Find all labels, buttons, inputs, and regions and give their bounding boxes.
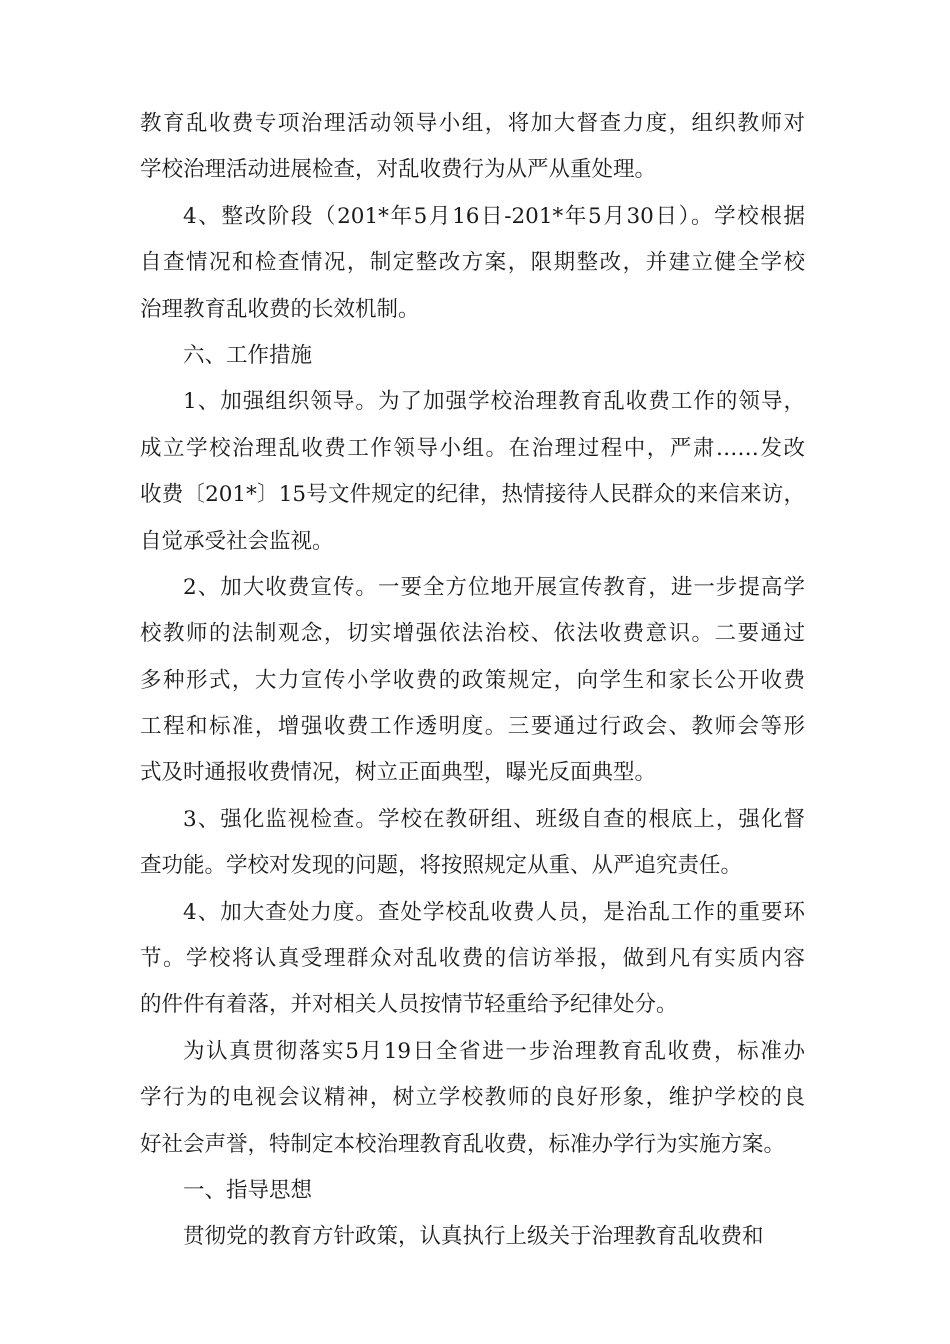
text-line: 学行为的电视会议精神，树立学校教师的良好形象，维护学校的良 [140, 1085, 805, 1111]
text-line: 贯彻党的教育方针政策，认真执行上级关于治理教育乱收费和 [183, 1224, 764, 1250]
text-line: 自查情况和检查情况，制定整改方案，限期整改，并建立健全学校 [140, 250, 805, 276]
paragraph-p1 [140, 101, 805, 194]
text-line: 一、指导思想 [183, 1177, 313, 1203]
text-line: 教育乱收费专项治理活动领导小组，将加大督查力度，组织教师对 [140, 111, 805, 136]
paragraph-p9 [140, 1168, 805, 1214]
document-body [140, 101, 805, 1261]
text-line: 4、加大查处力度。查处学校乱收费人员，是治乱工作的重要环 [183, 899, 805, 925]
text-line: 好社会声誉，特制定本校治理教育乱收费，标准办学行为实施方案。 [140, 1131, 786, 1157]
paragraph-p6 [140, 797, 805, 890]
text-line: 工程和标准，增强收费工作透明度。三要通过行政会、教师会等形 [140, 714, 805, 740]
text-line: 六、工作措施 [183, 342, 313, 368]
text-line: 的件件有着落，并对相关人员按情节轻重给予纪律处分。 [140, 992, 678, 1018]
text-line: 节。学校将认真受理群众对乱收费的信访举报，做到凡有实质内容 [140, 946, 805, 972]
text-line: 1、加强组织领导。为了加强学校治理教育乱收费工作的领导， [183, 389, 805, 415]
text-line: 多种形式，大力宣传小学收费的政策规定，向学生和家长公开收费 [140, 667, 805, 693]
text-line: 自觉承受社会监视。 [140, 528, 334, 554]
paragraph-p3 [140, 333, 805, 379]
text-line: 成立学校治理乱收费工作领导小组。在治理过程中，严肃……发改 [140, 435, 805, 461]
paragraph-p8 [140, 1029, 805, 1168]
text-line: 治理教育乱收费的长效机制。 [140, 296, 420, 322]
text-line: 4、整改阶段（201*年5月16日-201*年5月30日）。学校根据 [183, 203, 805, 229]
text-line: 2、加大收费宣传。一要全方位地开展宣传教育，进一步提高学 [183, 574, 805, 600]
text-line: 式及时通报收费情况，树立正面典型，曝光反面典型。 [140, 760, 657, 786]
text-line: 3、强化监视检查。学校在教研组、班级自查的根底上，强化督 [183, 806, 805, 832]
text-line: 查功能。学校对发现的问题，将按照规定从重、从严追究责任。 [140, 853, 743, 879]
text-line: 收费〔201*〕15号文件规定的纪律，热情接待人民群众的来信来访， [140, 482, 805, 508]
text-line: 为认真贯彻落实5月19日全省进一步治理教育乱收费，标准办 [183, 1038, 805, 1064]
paragraph-p5 [140, 565, 805, 797]
paragraph-p7 [140, 890, 805, 1029]
text-line: 校教师的法制观念，切实增强依法治校、依法收费意识。二要通过 [140, 621, 805, 647]
paragraph-p4 [140, 379, 805, 565]
text-line: 学校治理活动进展检查，对乱收费行为从严从重处理。 [140, 157, 657, 183]
paragraph-p10 [140, 1214, 805, 1260]
paragraph-p2 [140, 194, 805, 333]
